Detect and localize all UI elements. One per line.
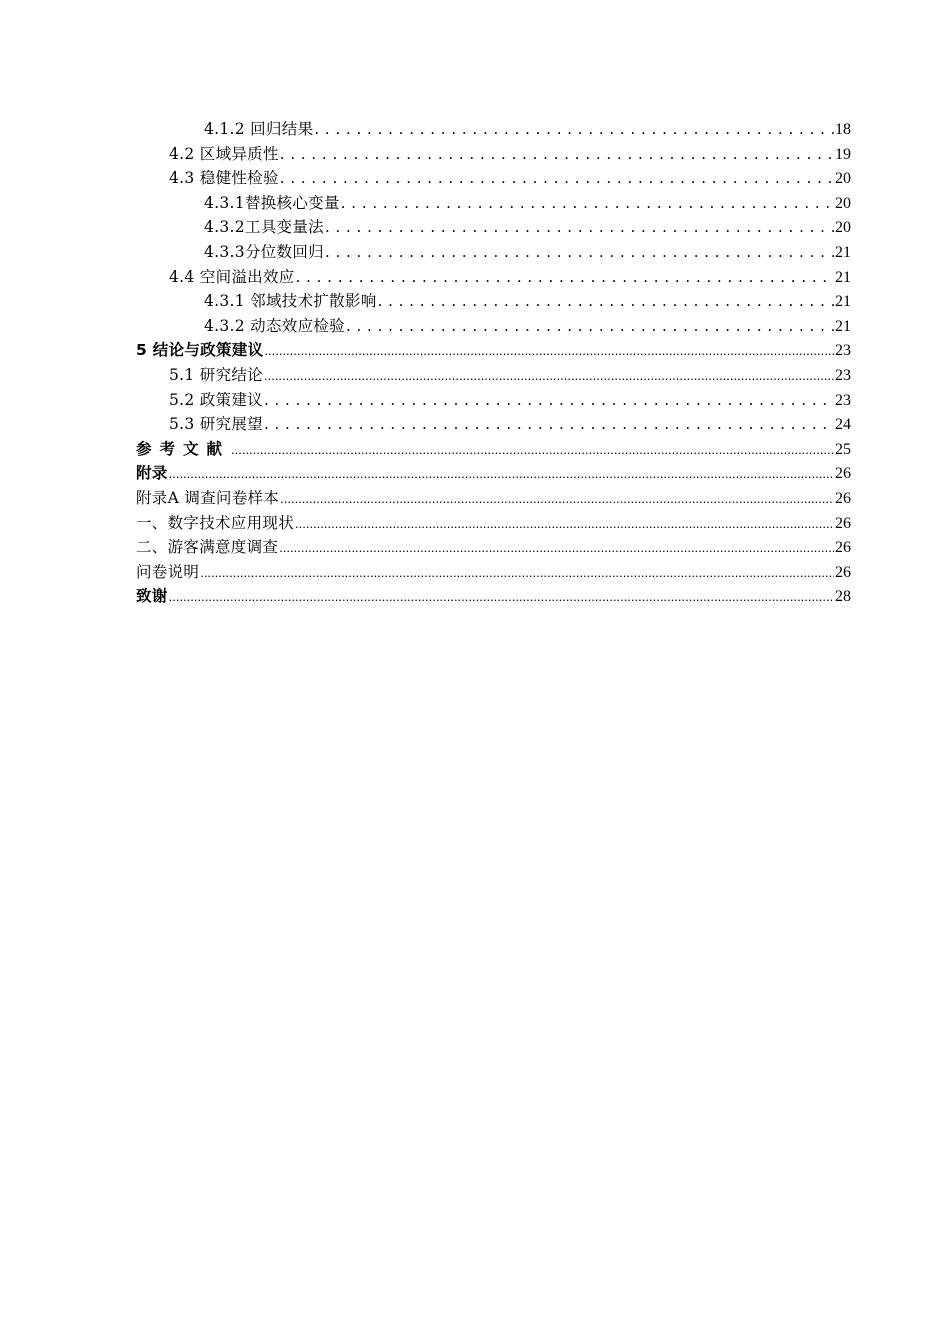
toc-entry-page: 21 bbox=[835, 317, 851, 335]
toc-entry-title: 5.3 研究展望 bbox=[169, 415, 263, 434]
toc-entry-title: 4.3.2 动态效应检验 bbox=[204, 316, 345, 335]
toc-entry-5-1[interactable] bbox=[136, 363, 851, 388]
toc-entry-title: 4.3.3分位数回归 bbox=[204, 242, 324, 261]
toc-entry-4-2[interactable] bbox=[136, 142, 851, 167]
table-of-contents bbox=[136, 117, 851, 609]
toc-dot-leader bbox=[264, 412, 834, 437]
toc-entry-page: 18 bbox=[835, 121, 851, 138]
toc-entry-4-4[interactable] bbox=[136, 265, 851, 290]
toc-dot-leader bbox=[231, 437, 834, 463]
toc-dot-leader bbox=[169, 584, 834, 610]
toc-dot-leader bbox=[295, 511, 834, 537]
toc-entry-title: 4.1.2 回归结果 bbox=[204, 120, 314, 138]
toc-entry-title: 问卷说明 bbox=[136, 562, 200, 581]
toc-entry-title: 5 结论与政策建议 bbox=[136, 341, 264, 360]
toc-entry-questionnaire-notes[interactable] bbox=[136, 560, 851, 585]
toc-dot-leader bbox=[264, 338, 834, 364]
toc-dot-leader bbox=[200, 560, 834, 586]
toc-entry-page: 20 bbox=[835, 194, 851, 212]
toc-dot-leader bbox=[296, 265, 834, 290]
toc-dot-leader bbox=[346, 314, 834, 339]
toc-entry-page: 26 bbox=[835, 514, 851, 532]
toc-entry-4-4-2[interactable] bbox=[136, 314, 851, 339]
toc-entry-5-3[interactable] bbox=[136, 412, 851, 437]
toc-entry-page: 28 bbox=[835, 588, 851, 606]
toc-entry-title: 4.3.1 邻域技术扩散影响 bbox=[204, 292, 377, 311]
toc-entry-page: 21 bbox=[835, 268, 851, 286]
toc-dot-leader bbox=[341, 191, 834, 216]
toc-entry-page: 23 bbox=[835, 342, 851, 360]
toc-entry-title: 二、游客满意度调查 bbox=[136, 538, 279, 557]
toc-dot-leader bbox=[264, 388, 834, 413]
toc-entry-page: 24 bbox=[835, 416, 851, 434]
toc-entry-title: 参考文献 bbox=[136, 439, 231, 458]
toc-entry-title: 致谢 bbox=[136, 587, 168, 606]
toc-entry-title: 4.3.1替换核心变量 bbox=[204, 193, 340, 212]
toc-dot-leader bbox=[314, 117, 834, 142]
toc-entry-appendix[interactable] bbox=[136, 461, 851, 486]
toc-entry-4-3[interactable] bbox=[136, 166, 851, 191]
toc-entry-5-2[interactable] bbox=[136, 388, 851, 413]
toc-entry-4-4-1[interactable] bbox=[136, 289, 851, 314]
toc-entry-title: 4.2 区域异质性 bbox=[169, 144, 279, 163]
toc-entry-page: 19 bbox=[835, 145, 851, 163]
toc-dot-leader bbox=[325, 240, 834, 265]
toc-entry-page: 26 bbox=[835, 465, 851, 483]
toc-entry-4-3-3[interactable] bbox=[136, 240, 851, 265]
toc-entry-page: 20 bbox=[835, 170, 851, 188]
toc-dot-leader bbox=[279, 535, 834, 561]
toc-entry-references[interactable] bbox=[136, 437, 851, 462]
toc-dot-leader bbox=[169, 461, 834, 487]
toc-entry-4-1-2[interactable] bbox=[136, 117, 851, 142]
toc-entry-4-3-2[interactable] bbox=[136, 215, 851, 240]
toc-dot-leader bbox=[280, 142, 834, 167]
toc-entry-title: 5.1 研究结论 bbox=[169, 365, 263, 384]
toc-dot-leader bbox=[280, 166, 834, 191]
toc-entry-page: 26 bbox=[835, 563, 851, 581]
toc-entry-title: 4.3.2工具变量法 bbox=[204, 218, 324, 237]
toc-entry-page: 23 bbox=[835, 391, 851, 409]
toc-entry-appendix-a[interactable] bbox=[136, 486, 851, 511]
toc-entry-title: 5.2 政策建议 bbox=[169, 390, 263, 409]
toc-entry-page: 20 bbox=[835, 219, 851, 237]
toc-entry-page: 21 bbox=[835, 243, 851, 261]
toc-entry-page: 21 bbox=[835, 293, 851, 311]
toc-dot-leader bbox=[280, 486, 834, 512]
toc-dot-leader bbox=[378, 289, 834, 314]
toc-dot-leader bbox=[325, 215, 834, 240]
toc-entry-title: 附录A 调查问卷样本 bbox=[136, 488, 280, 507]
toc-entry-page: 23 bbox=[835, 366, 851, 384]
toc-entry-acknowledgements[interactable] bbox=[136, 584, 851, 609]
toc-entry-title: 一、数字技术应用现状 bbox=[136, 513, 295, 532]
toc-entry-appendix-part-2[interactable] bbox=[136, 535, 851, 560]
toc-entry-chapter-5[interactable] bbox=[136, 338, 851, 363]
toc-entry-page: 26 bbox=[835, 539, 851, 557]
toc-entry-4-3-1[interactable] bbox=[136, 191, 851, 216]
toc-entry-title: 附录 bbox=[136, 464, 168, 483]
toc-dot-leader bbox=[264, 363, 834, 389]
toc-entry-page: 26 bbox=[835, 489, 851, 507]
toc-entry-title: 4.3 稳健性检验 bbox=[169, 169, 279, 188]
toc-entry-title: 4.4 空间溢出效应 bbox=[169, 267, 295, 286]
toc-entry-page: 25 bbox=[835, 440, 851, 458]
toc-entry-appendix-part-1[interactable] bbox=[136, 511, 851, 536]
